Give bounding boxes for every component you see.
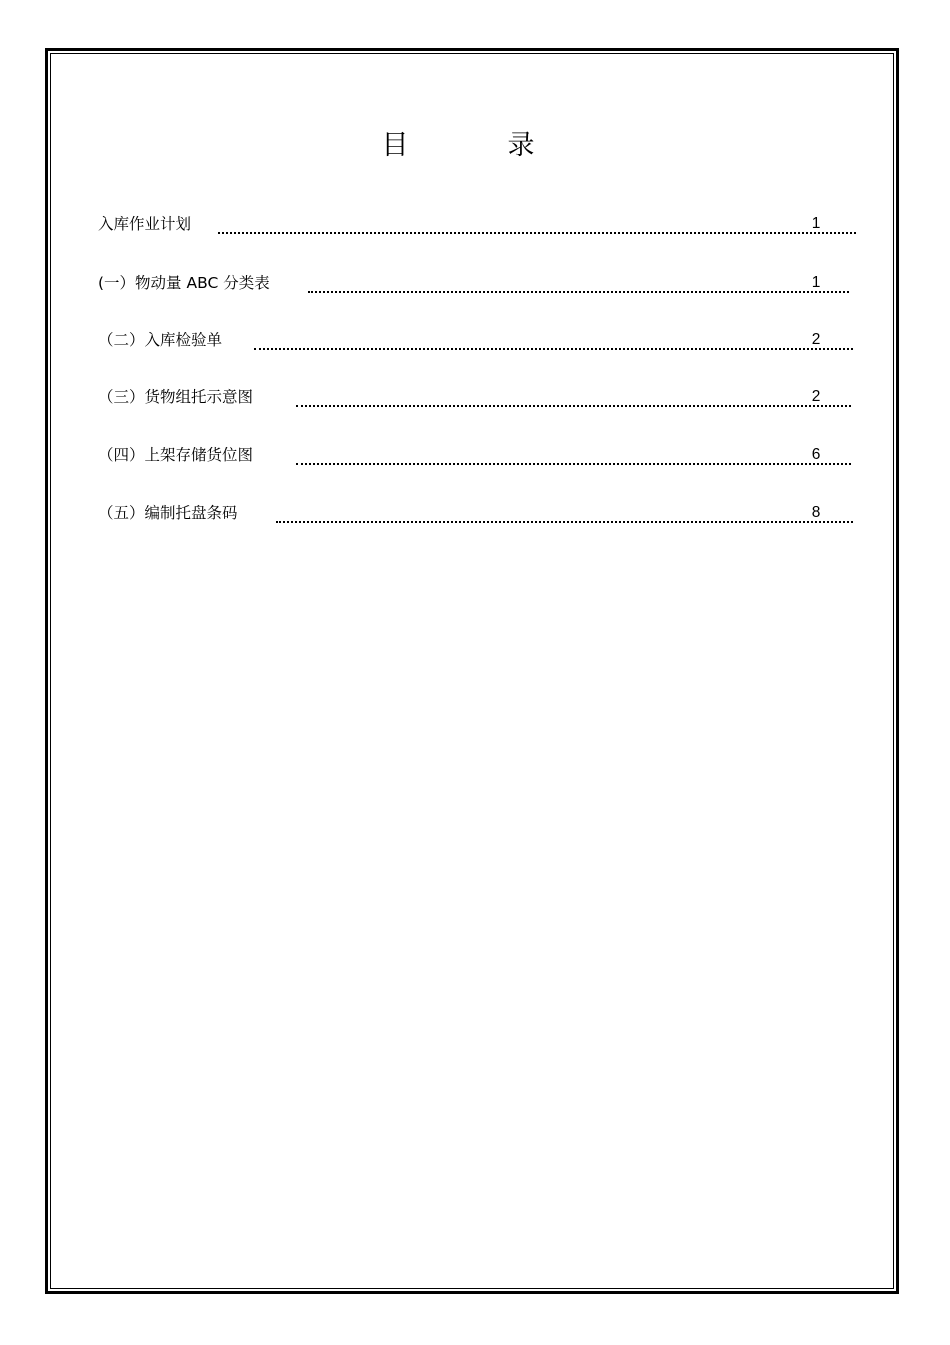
toc-entry-label: (一）物动量 ABC 分类表 xyxy=(98,274,270,292)
toc-leader-dots xyxy=(296,391,851,407)
toc-title: 目 录 xyxy=(381,130,571,161)
toc-leader-dots xyxy=(276,507,853,523)
toc-leader-dots xyxy=(218,218,856,234)
toc-entry-label: （二）入库检验单 xyxy=(98,331,223,349)
toc-entry[interactable] xyxy=(98,271,850,295)
toc-entry-page: 1 xyxy=(811,215,821,232)
page-border-inner xyxy=(50,53,894,1289)
toc-entry[interactable] xyxy=(98,501,854,525)
toc-entry-label: 入库作业计划 xyxy=(98,215,192,233)
toc-entry-label: （三）货物组托示意图 xyxy=(98,388,254,406)
toc-entry-page: 2 xyxy=(811,388,821,405)
toc-entry-page: 8 xyxy=(811,504,821,521)
toc-entry[interactable] xyxy=(98,212,858,236)
toc-entry-label: （四）上架存储货位图 xyxy=(98,446,254,464)
toc-entry-page: 2 xyxy=(811,331,821,348)
toc-entry[interactable] xyxy=(98,443,852,467)
toc-leader-dots xyxy=(296,449,851,465)
toc-entry-page: 6 xyxy=(811,446,821,463)
toc-entry[interactable] xyxy=(98,385,852,409)
toc-entry-label: （五）编制托盘条码 xyxy=(98,504,238,522)
toc-leader-dots xyxy=(308,277,849,293)
toc-entry-page: 1 xyxy=(811,274,821,291)
toc-entry[interactable] xyxy=(98,328,854,352)
toc-leader-dots xyxy=(254,334,853,350)
